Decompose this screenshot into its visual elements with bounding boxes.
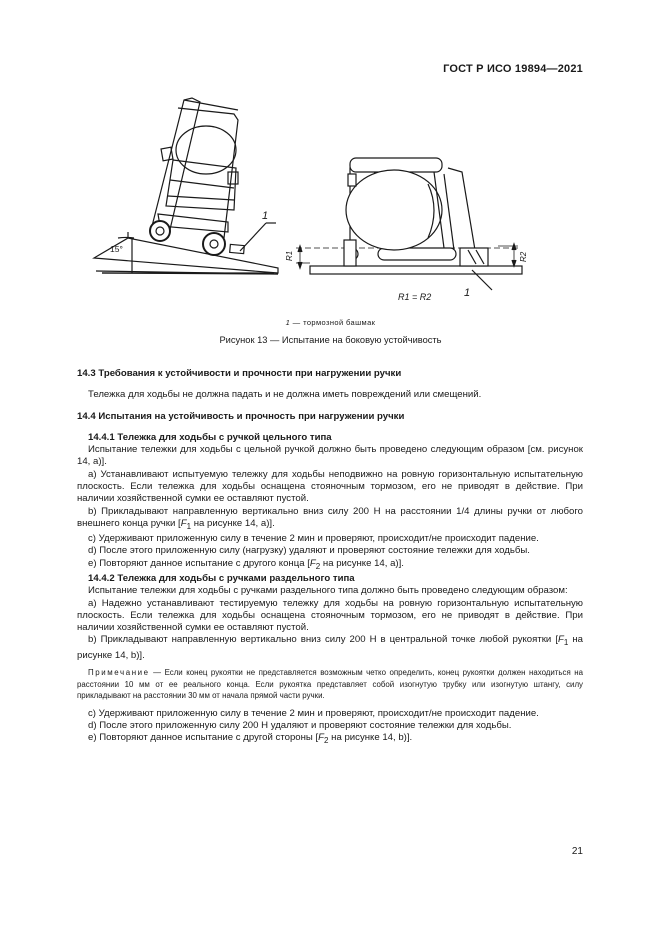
item-14-4-2-d: d) После этого приложенную силу 200 Н удаляют и проверяют состояние тележки для ходьбы. <box>88 720 512 732</box>
item-14-4-2-b: b) Прикладывают направленную вертикально вниз силу 200 Н в центральной точке любой рукоятки [$F_1$ на рисунке 14, b)]. <box>77 634 583 661</box>
heading-14-4: 14.4 Испытания на устойчивость и прочность при нагружении ручки <box>77 410 405 422</box>
note-text: — Если конец рукоятки не представляется возможным четко определить, конец рукоятки должен находиться на расстоянии 10 мм от ее реального конца. Если рукоятка представляет собой изогнутую трубку или изогнутую штангу, силу прикладывают на расстоянии 30 мм от начала прямой части ручки. <box>77 667 583 701</box>
paragraph-14-4-1-intro: Испытание тележки для ходьбы с цельной ручкой должно быть проведено следующим образом [см. рисунок 14, а)]. <box>77 444 583 468</box>
r1-label: R1 <box>285 250 294 261</box>
heading-14-4-2: 14.4.2 Тележка для ходьбы с ручками раздельного типа <box>88 572 355 584</box>
item-14-4-1-e: е) Повторяют данное испытание с другого конца [$F_2$ на рисунке 14, а)]. <box>88 557 404 571</box>
walker-tipped-view <box>344 158 488 266</box>
note-label: Примечание <box>88 667 150 677</box>
item-14-4-1-d: d) После этого приложенную силу (нагрузку) удаляют и проверяют состояние тележки для ходьбы. <box>88 545 530 557</box>
page-number: 21 <box>571 846 583 857</box>
figure-13-drawing <box>88 88 588 313</box>
callout-label-left: 1 <box>262 210 269 222</box>
callout-line-left <box>240 223 266 251</box>
r2-label: R2 <box>519 251 528 262</box>
document-header: ГОСТ Р ИСО 19894—2021 <box>443 63 583 75</box>
heading-14-4-1: 14.4.1 Тележка для ходьбы с ручкой цельного типа <box>88 431 332 443</box>
item-14-4-2-a: а) Надежно устанавливают тестируемую тележку для ходьбы на ровную горизонтальную испытательную плоскость. Если тележка для ходьбы оснащена стояночным тормозом, его не приводят в действие. При наличии хозяйственной сумки ее оставляют пустой. <box>77 597 583 634</box>
walker-side-view <box>150 98 238 255</box>
callout-label-right: 1 <box>464 287 471 299</box>
legend-number: 1 <box>285 318 291 327</box>
item-14-4-2-e: е) Повторяют данное испытание с другой стороны [$F_2$ на рисунке 14, b)]. <box>88 732 413 746</box>
test-platform <box>310 266 522 274</box>
paragraph-14-4-2-intro: Испытание тележки для ходьбы с ручками раздельного типа должно быть проведено следующим образом: <box>88 585 568 597</box>
heading-14-3: 14.3 Требования к устойчивости и прочности при нагружении ручки <box>77 368 402 379</box>
item-14-4-1-a: а) Устанавливают испытуемую тележку для ходьбы неподвижно на ровную горизонтальную испытательную плоскость. Если тележка для ходьбы оснащена стояночным тормозом, его не приводят в действие. При наличии хозяйственной сумки ее оставляют пустой. <box>77 468 583 505</box>
item-14-4-1-b: b) Прикладывают направленную вертикально вниз силу 200 Н на расстоянии 1/4 длины ручки от любого внешнего конца ручки [$F_1$ на рисунке 14, а)]. <box>77 505 583 531</box>
note-14-4-2 <box>77 667 583 702</box>
figure-legend <box>0 318 661 327</box>
item-14-4-2-c: с) Удерживают приложенную силу в течение 2 мин и проверяют, происходит/не происходит падение. <box>88 707 539 719</box>
body-text <box>77 368 583 748</box>
paragraph-14-3: Тележка для ходьбы не должна падать и не должна иметь повреждений или смещений. <box>88 389 482 401</box>
figure-caption: Рисунок 13 — Испытание на боковую устойчивость <box>219 335 442 345</box>
item-14-4-1-c: с) Удерживают приложенную силу в течение 2 мин и проверяют, происходит/не происходит падение. <box>88 533 539 545</box>
legend-text: — тормозной башмак <box>290 318 376 327</box>
angle-label: 15° <box>110 244 123 254</box>
equation-label: R1 = R2 <box>398 292 432 302</box>
